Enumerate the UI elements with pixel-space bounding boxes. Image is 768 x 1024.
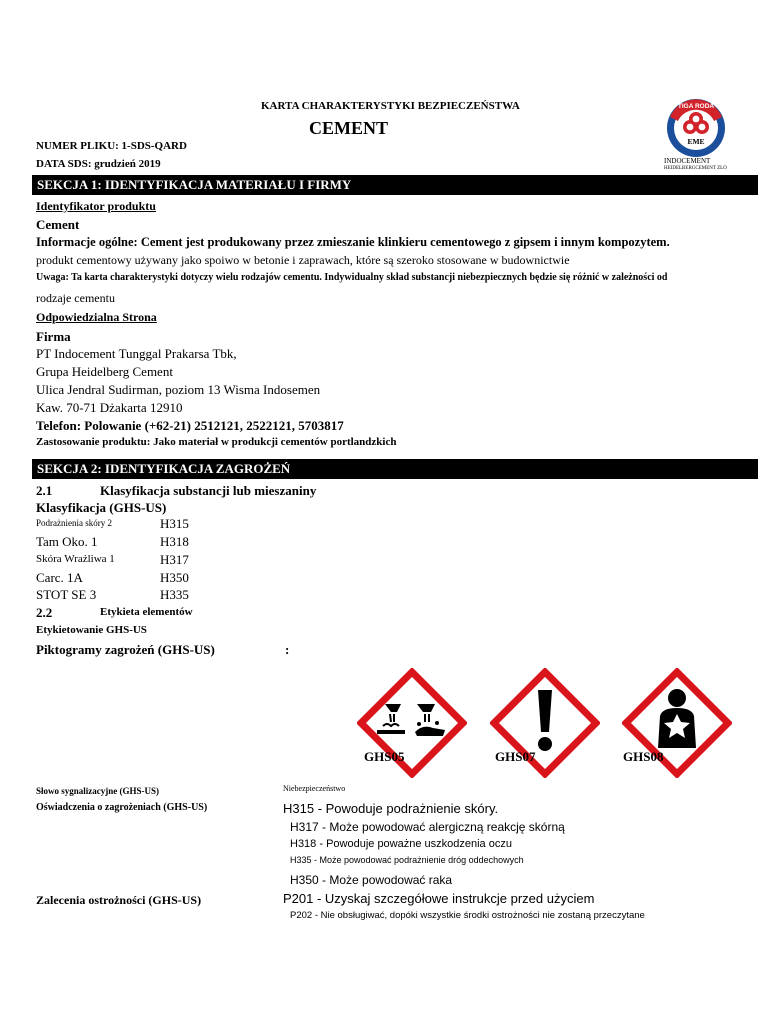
classification-cat: STOT SE 3 — [36, 587, 97, 602]
classification-cat: Carc. 1A — [36, 570, 83, 585]
phone: Telefon: Polowanie (+62-21) 2512121, 2522121, 5703817 — [36, 418, 344, 433]
company-line-3: Ulica Jendral Sudirman, poziom 13 Wisma Indosemen — [36, 382, 321, 397]
hazard-statement: H317 - Może powodować alergiczną reakcję skórną — [290, 820, 565, 834]
precautionary-statement: P202 - Nie obsługiwać, dopóki wszystkie środki ostrożności nie zostaną przeczytane — [290, 910, 645, 921]
hazard-statement: H350 - Może powodować raka — [290, 873, 453, 887]
pictogram-code: GHS08 — [623, 749, 664, 764]
company-line-2: Grupa Heidelberg Cement — [36, 364, 173, 379]
pictograms-colon: : — [285, 642, 290, 657]
note-line: Uwaga: Ta karta charakterystyki dotyczy wielu rodzajów cementu. Indywidualny skład substancji niebezpiecznych będzie się różnić w zależności od — [36, 272, 668, 283]
sub22-title: Etykieta elementów — [100, 606, 193, 618]
product-use: Zastosowanie produktu: Jako materiał w produkcji cementów portlandzkich — [36, 436, 397, 448]
signal-word: Niebezpieczeństwo — [283, 784, 346, 793]
logo-caption-1: INDOCEMENT — [664, 157, 711, 165]
document-title: KARTA CHARAKTERYSTYKI BEZPIECZEŃSTWA — [261, 100, 520, 112]
labeling-label: Etykietowanie GHS-US — [36, 624, 147, 636]
classification-label: Klasyfikacja (GHS-US) — [36, 500, 167, 515]
hazard-statement: H318 - Powoduje poważne uszkodzenia oczu — [290, 838, 512, 850]
sub21-number: 2.1 — [36, 483, 53, 498]
section2-header: SEKCJA 2: IDENTYFIKACJA ZAGROŻEŃ — [32, 459, 758, 479]
pictogram-code: GHS07 — [495, 749, 536, 764]
logo-caption-2: HEIDELBERGCEMENT ZLO — [664, 166, 727, 171]
product-identifier: Cement — [36, 217, 80, 232]
precautionary-statement: P201 - Uzyskaj szczegółowe instrukcje przed użyciem — [283, 891, 595, 906]
product-identifier-label: Identyfikator produktu — [36, 199, 156, 213]
classification-code: H335 — [160, 587, 189, 602]
classification-code: H350 — [160, 570, 189, 585]
sds-date: DATA SDS: grudzień 2019 — [36, 158, 161, 170]
hazard-statement: H335 - Może powodować podrażnienie dróg oddechowych — [290, 855, 524, 865]
classification-code: H318 — [160, 534, 189, 549]
note-continuation: rodzaje cementu — [36, 291, 115, 305]
classification-cat: Skóra Wrażliwa 1 — [36, 553, 115, 565]
file-number: NUMER PLIKU: 1-SDS-QARD — [36, 140, 187, 152]
usage-line: produkt cementowy używany jako spoiwo w betonie i zaprawach, które są szeroko stosowane w budownictwie — [36, 253, 570, 267]
hazard-statement: H315 - Powoduje podrażnienie skóry. — [283, 801, 499, 816]
company-logo — [664, 97, 728, 159]
classification-cat: Podrażnienia skóry 2 — [36, 518, 112, 528]
signal-word-label: Słowo sygnalizacyjne (GHS-US) — [36, 786, 160, 796]
hazard-statements-label: Oświadczenia o zagrożeniach (GHS-US) — [36, 802, 208, 813]
general-info: Informacje ogólne: Cement jest produkowany przez zmieszanie klinkieru cementowego z gipsem i innym kompozytem. — [36, 235, 670, 249]
product-name: CEMENT — [309, 118, 389, 138]
pictogram-code: GHS05 — [364, 749, 405, 764]
classification-code: H315 — [160, 516, 189, 531]
company-line-1: PT Indocement Tunggal Prakarsa Tbk, — [36, 346, 237, 361]
company-line-4: Kaw. 70-71 Dżakarta 12910 — [36, 400, 183, 415]
responsible-party-label: Odpowiedzialna Strona — [36, 310, 157, 324]
company-label: Firma — [36, 329, 71, 344]
logo-center-text: EME — [687, 137, 705, 146]
classification-code: H317 — [160, 552, 189, 567]
logo-ring-text: TIGA RODA — [677, 103, 715, 110]
section1-header: SEKCJA 1: IDENTYFIKACJA MATERIAŁU I FIRMY — [32, 175, 758, 195]
sub22-number: 2.2 — [36, 605, 53, 620]
classification-cat: Tam Oko. 1 — [36, 534, 98, 549]
sub21-title: Klasyfikacja substancji lub mieszaniny — [100, 483, 317, 498]
precautionary-label: Zalecenia ostrożności (GHS-US) — [36, 893, 202, 907]
pictograms-label: Piktogramy zagrożeń (GHS-US) — [36, 642, 215, 657]
